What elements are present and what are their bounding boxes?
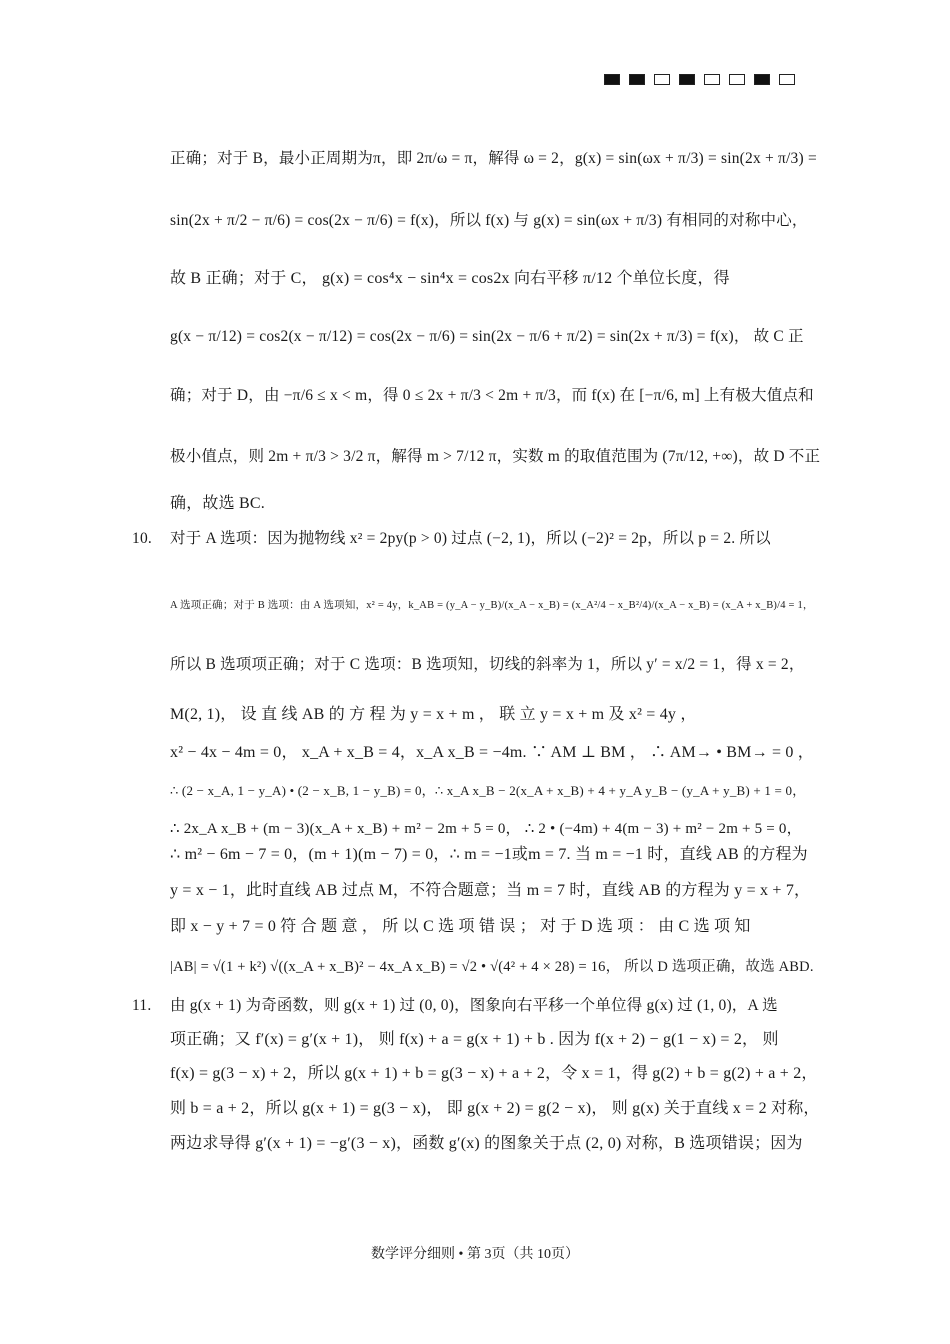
marker-block xyxy=(629,74,645,85)
marker-block xyxy=(604,74,620,85)
text-line: 两边求导得 g′(x + 1) = −g′(3 − x)，函数 g′(x) 的图象关于点 (2, 0) 对称，B 选项错误；因为 xyxy=(170,1135,803,1152)
text-line: 正确；对于 B，最小正周期为π，即 2π/ω = π，解得 ω = 2，g(x) = sin(ωx + π/3) = sin(2x + π/3) = xyxy=(170,150,817,167)
text-line: x² − 4x − 4m = 0， x_A + x_B = 4，x_A x_B = −4m. ∵ AM ⊥ BM ， ∴ AM→ • BM→ = 0 ， xyxy=(170,744,815,761)
marker-block xyxy=(704,74,720,85)
question-number: 11. xyxy=(132,997,152,1014)
text-line: sin(2x + π/2 − π/6) = cos(2x − π/6) = f(x)，所以 f(x) 与 g(x) = sin(ωx + π/3) 有相同的对称中心， xyxy=(170,212,808,229)
text-line: 确；对于 D，由 −π/6 ≤ x < m，得 0 ≤ 2x + π/3 < 2m + π/3，而 f(x) 在 [−π/6, m] 上有极大值点和 xyxy=(170,387,814,404)
text-line: 则 b = a + 2，所以 g(x + 1) = g(3 − x)， 即 g(x + 2) = g(2 − x)， 则 g(x) 关于直线 x = 2 对称， xyxy=(170,1100,820,1117)
question-11-line xyxy=(132,995,782,1017)
text-line: 极小值点，则 2m + π/3 > 3/2 π，解得 m > 7/12 π，实数 m 的取值范围为 (7π/12, +∞)，故 D 不正 xyxy=(170,448,821,465)
text-line: ∴ (2 − x_A, 1 − y_A) • (2 − x_B, 1 − y_B) = 0，∴ x_A x_B − 2(x_A + x_B) + 4 + y_A y_B − (y_A + y_B) + 1 = 0， xyxy=(170,783,806,798)
page-footer: 数学评分细则 • 第 3页（共 10页） xyxy=(371,1247,579,1262)
text-line: ∴ m² − 6m − 7 = 0，(m + 1)(m − 7) = 0，∴ m = −1或m = 7. 当 m = −1 时，直线 AB 的方程为 xyxy=(170,846,808,863)
text-line: f(x) = g(3 − x) + 2，所以 g(x + 1) + b = g(3 − x) + a + 2，令 x = 1，得 g(2) + b = g(2) + a + 2， xyxy=(170,1065,818,1082)
text-line: 对于 A 选项：因为抛物线 x² = 2py(p > 0) 过点 (−2, 1)，所以 (−2)² = 2p，所以 p = 2. 所以 xyxy=(170,530,771,547)
marker-block xyxy=(679,74,695,85)
text-line: y = x − 1，此时直线 AB 过点 M，不符合题意；当 m = 7 时，直线 AB 的方程为 y = x + 7， xyxy=(170,882,811,899)
text-line: 即 x − y + 7 = 0 符 合 题 意 ， 所 以 C 选 项 错 误 ； 对 于 D 选 项 ： 由 C 选 项 知 xyxy=(170,918,751,935)
text-line: A 选项正确；对于 B 选项：由 A 选项知，x² = 4y，k_AB = (y_A − y_B)/(x_A − x_B) = (x_A²/4 − x_B²/4)/(x_A − x_B) = (x_A + x_B)/4 = 1， xyxy=(170,600,814,611)
text-line: 确，故选 BC. xyxy=(170,495,265,512)
page-marker-strip xyxy=(604,74,795,85)
marker-block xyxy=(729,74,745,85)
question-10-line xyxy=(132,528,782,550)
marker-block xyxy=(779,74,795,85)
marker-block xyxy=(654,74,670,85)
text-line: 项正确；又 f′(x) = g′(x + 1)， 则 f(x) + a = g(x + 1) + b . 因为 f(x + 2) − g(1 − x) = 2， 则 xyxy=(170,1031,779,1048)
marker-block xyxy=(754,74,770,85)
text-line: M(2, 1)， 设 直 线 AB 的 方 程 为 y = x + m ， 联 立 y = x + m 及 x² = 4y ， xyxy=(170,706,697,723)
text-line: 由 g(x + 1) 为奇函数，则 g(x + 1) 过 (0, 0)，图象向右平移一个单位得 g(x) 过 (1, 0)，A 选 xyxy=(170,997,778,1014)
text-line: 故 B 正确；对于 C， g(x) = cos⁴x − sin⁴x = cos2x 向右平移 π/12 个单位长度，得 xyxy=(170,270,730,287)
question-number: 10. xyxy=(132,530,152,547)
text-line: 所以 B 选项项正确；对于 C 选项：B 选项知，切线的斜率为 1，所以 y′ = x/2 = 1，得 x = 2， xyxy=(170,656,805,673)
text-line: g(x − π/12) = cos2(x − π/12) = cos(2x − π/6) = sin(2x − π/6 + π/2) = sin(2x + π/3) = f(x)， 故 C 正 xyxy=(170,328,804,345)
text-line: ∴ 2x_A x_B + (m − 3)(x_A + x_B) + m² − 2m + 5 = 0， ∴ 2 • (−4m) + 4(m − 3) + m² − 2m + 5 = 0， xyxy=(170,821,802,837)
text-line: |AB| = √(1 + k²) √((x_A + x_B)² − 4x_A x_B) = √2 • √(4² + 4 × 28) = 16， 所以 D 选项正确，故选 ABD. xyxy=(170,959,814,975)
